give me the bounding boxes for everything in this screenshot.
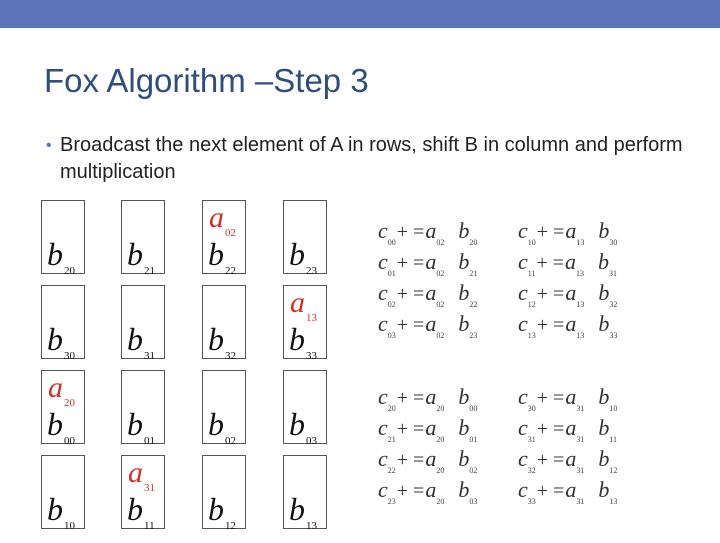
b-term: $b_{22}$	[458, 280, 478, 309]
b-element-letter: b	[208, 406, 224, 442]
a-term: $a_{31}$	[565, 446, 585, 475]
c-term: $c_{33}$	[518, 477, 536, 506]
a-term: $a_{20}$	[425, 477, 445, 506]
b-element-letter: b	[208, 321, 224, 357]
b-element-subscript: 12	[225, 520, 236, 532]
b-term: $b_{21}$	[458, 249, 478, 278]
b-term: $b_{13}$	[598, 477, 618, 506]
b-element-subscript: 01	[144, 435, 155, 447]
b-element-subscript: 03	[306, 435, 317, 447]
update-equation: $c_{22}+ =a_{20}$ $b_{02}$	[378, 446, 478, 475]
b-term: $b_{10}$	[598, 384, 618, 413]
c-term: $c_{00}$	[378, 218, 396, 247]
update-equation: $c_{30}+ =a_{31}$ $b_{10}$	[518, 384, 618, 413]
update-equation: $c_{10}+ =a_{13}$ $b_{30}$	[518, 218, 618, 247]
b-element-letter: b	[47, 236, 63, 272]
b-element-subscript: 10	[64, 520, 75, 532]
a-element-subscript: 20	[64, 397, 75, 409]
b-element-subscript: 00	[64, 435, 75, 447]
b-element-subscript: 31	[144, 350, 155, 362]
b-element-letter: b	[289, 321, 305, 357]
a-term: $a_{13}$	[565, 311, 585, 340]
update-equation: $c_{32}+ =a_{31}$ $b_{12}$	[518, 446, 618, 475]
update-equation: $c_{00}+ =a_{02}$ $b_{20}$	[378, 218, 478, 247]
c-term: $c_{23}$	[378, 477, 396, 506]
a-element-letter: a	[128, 456, 143, 489]
b-element-letter: b	[127, 406, 143, 442]
b-element-subscript: 23	[306, 265, 317, 277]
c-term: $c_{01}$	[378, 249, 396, 278]
a-element-letter: a	[48, 371, 63, 404]
a-element-subscript: 02	[225, 227, 236, 239]
c-term: $c_{32}$	[518, 446, 536, 475]
a-term: $a_{02}$	[425, 280, 445, 309]
c-term: $c_{02}$	[378, 280, 396, 309]
a-element-letter: a	[290, 286, 305, 319]
c-term: $c_{03}$	[378, 311, 396, 340]
a-term: $a_{13}$	[565, 280, 585, 309]
b-element-letter: b	[127, 236, 143, 272]
a-term: $a_{31}$	[565, 415, 585, 444]
bullet-text: Broadcast the next element of A in rows, shift B in column and perform multiplication	[60, 134, 683, 183]
b-element-subscript: 02	[225, 435, 236, 447]
b-element-letter: b	[289, 236, 305, 272]
update-equation: $c_{33}+ =a_{31}$ $b_{13}$	[518, 477, 618, 506]
b-term: $b_{02}$	[458, 446, 478, 475]
b-element-subscript: 32	[225, 350, 236, 362]
update-equation: $c_{21}+ =a_{20}$ $b_{01}$	[378, 415, 478, 444]
c-term: $c_{13}$	[518, 311, 536, 340]
b-element-subscript: 20	[64, 265, 75, 277]
b-element-subscript: 33	[306, 350, 317, 362]
b-term: $b_{03}$	[458, 477, 478, 506]
a-term: $a_{20}$	[425, 446, 445, 475]
b-element-letter: b	[289, 406, 305, 442]
c-term: $c_{11}$	[518, 249, 536, 278]
update-equation: $c_{23}+ =a_{20}$ $b_{03}$	[378, 477, 478, 506]
b-term: $b_{00}$	[458, 384, 478, 413]
a-term: $a_{13}$	[565, 249, 585, 278]
a-element-subscript: 13	[306, 312, 317, 324]
update-equation: $c_{02}+ =a_{02}$ $b_{22}$	[378, 280, 478, 309]
b-term: $b_{12}$	[598, 446, 618, 475]
c-term: $c_{22}$	[378, 446, 396, 475]
b-term: $b_{20}$	[458, 218, 478, 247]
a-element-subscript: 31	[144, 482, 155, 494]
update-equation: $c_{11}+ =a_{13}$ $b_{31}$	[518, 249, 618, 278]
b-element-subscript: 30	[64, 350, 75, 362]
b-term: $b_{33}$	[598, 311, 618, 340]
a-term: $a_{02}$	[425, 311, 445, 340]
update-equation: $c_{20}+ =a_{20}$ $b_{00}$	[378, 384, 478, 413]
a-term: $a_{02}$	[425, 218, 445, 247]
b-element-subscript: 21	[144, 265, 155, 277]
c-term: $c_{10}$	[518, 218, 536, 247]
b-element-letter: b	[289, 491, 305, 527]
c-term: $c_{12}$	[518, 280, 536, 309]
b-element-letter: b	[208, 491, 224, 527]
bullet-dot-icon: •	[46, 137, 52, 154]
update-equation: $c_{31}+ =a_{31}$ $b_{11}$	[518, 415, 618, 444]
b-element-letter: b	[47, 406, 63, 442]
b-term: $b_{30}$	[598, 218, 618, 247]
update-equation: $c_{13}+ =a_{13}$ $b_{33}$	[518, 311, 618, 340]
b-term: $b_{32}$	[598, 280, 618, 309]
a-term: $a_{31}$	[565, 384, 585, 413]
b-element-letter: b	[127, 321, 143, 357]
a-element-letter: a	[209, 201, 224, 234]
a-term: $a_{20}$	[425, 384, 445, 413]
update-equation: $c_{12}+ =a_{13}$ $b_{32}$	[518, 280, 618, 309]
c-term: $c_{21}$	[378, 415, 396, 444]
b-element-subscript: 11	[144, 520, 155, 532]
a-term: $a_{20}$	[425, 415, 445, 444]
c-term: $c_{30}$	[518, 384, 536, 413]
b-term: $b_{31}$	[598, 249, 618, 278]
slide-title: Fox Algorithm –Step 3	[44, 62, 369, 99]
b-element-letter: b	[47, 321, 63, 357]
c-term: $c_{20}$	[378, 384, 396, 413]
b-element-letter: b	[208, 236, 224, 272]
update-equation: $c_{03}+ =a_{02}$ $b_{23}$	[378, 311, 478, 340]
update-equation: $c_{01}+ =a_{02}$ $b_{21}$	[378, 249, 478, 278]
b-element-subscript: 22	[225, 265, 236, 277]
c-term: $c_{31}$	[518, 415, 536, 444]
b-term: $b_{01}$	[458, 415, 478, 444]
a-term: $a_{02}$	[425, 249, 445, 278]
a-term: $a_{13}$	[565, 218, 585, 247]
b-element-letter: b	[127, 491, 143, 527]
b-term: $b_{11}$	[598, 415, 618, 444]
b-term: $b_{23}$	[458, 311, 478, 340]
b-element-subscript: 13	[306, 520, 317, 532]
b-element-letter: b	[47, 491, 63, 527]
a-term: $a_{31}$	[565, 477, 585, 506]
